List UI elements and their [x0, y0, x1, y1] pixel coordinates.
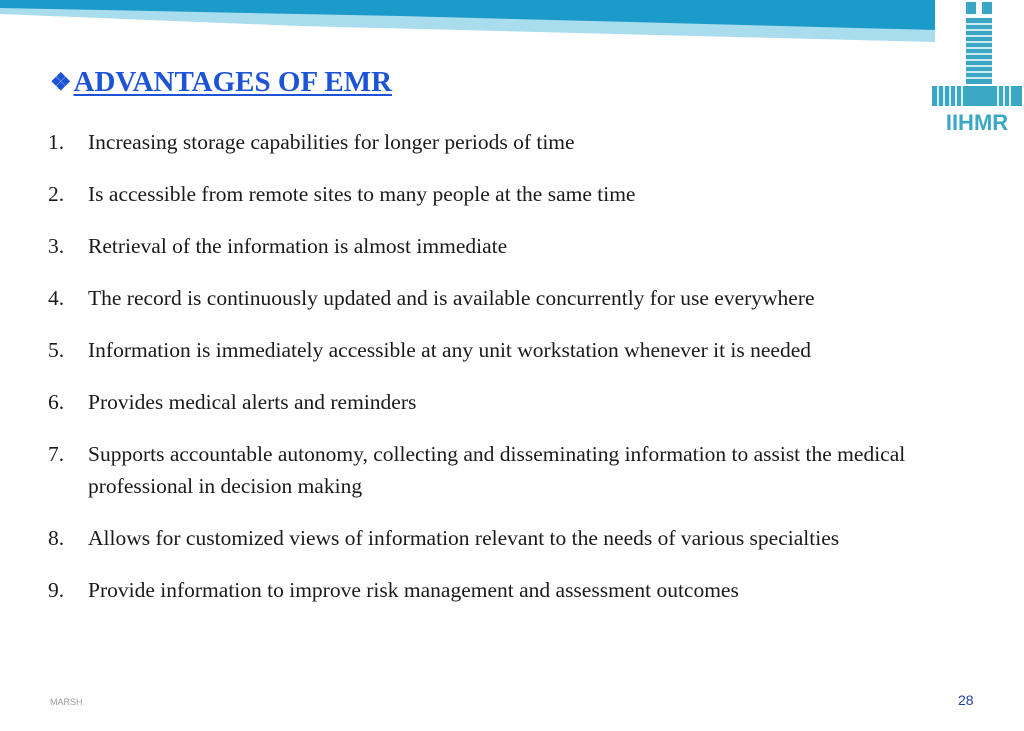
list-item [48, 522, 928, 554]
item-text: Is accessible from remote sites to many people at the same time [88, 182, 636, 206]
footer-label: MARSH [50, 697, 83, 707]
page-number: 28 [958, 692, 974, 708]
slide-title [50, 66, 392, 99]
item-text: Increasing storage capabilities for longer periods of time [88, 130, 575, 154]
list-item [48, 126, 928, 158]
list-item [48, 574, 928, 606]
item-number: 1. [48, 130, 65, 154]
list-item [48, 178, 928, 210]
item-text: Retrieval of the information is almost immediate [88, 234, 508, 258]
slide-title-text: ADVANTAGES OF EMR [73, 66, 393, 98]
item-text: Information is immediately accessible at any unit workstation whenever it is needed [88, 338, 812, 362]
item-number: 8. [48, 526, 65, 550]
iihmr-logo [930, 0, 1024, 135]
item-number: 4. [48, 286, 65, 310]
item-number: 2. [48, 182, 65, 206]
list-item [48, 282, 928, 314]
logo-text: IIHMR [945, 110, 1009, 135]
list-item [48, 230, 928, 262]
item-text: Provides medical alerts and reminders [88, 390, 417, 414]
item-text: Allows for customized views of information relevant to the needs of various specialties [88, 526, 840, 550]
item-text: Supports accountable autonomy, collecting and disseminating information to assist the medical professional in decision making [88, 442, 906, 498]
item-number: 3. [48, 234, 65, 258]
item-text: The record is continuously updated and is available concurrently for use everywhere [88, 286, 815, 310]
item-text: Provide information to improve risk management and assessment outcomes [88, 578, 739, 602]
item-number: 7. [48, 442, 65, 466]
advantages-list [48, 126, 928, 626]
item-number: 6. [48, 390, 65, 414]
list-item [48, 438, 928, 502]
top-decorative-band [0, 0, 1024, 48]
diamond-bullet-icon: ❖ [50, 70, 72, 96]
list-item [48, 386, 928, 418]
item-number: 9. [48, 578, 65, 602]
item-number: 5. [48, 338, 65, 362]
list-item [48, 334, 928, 366]
